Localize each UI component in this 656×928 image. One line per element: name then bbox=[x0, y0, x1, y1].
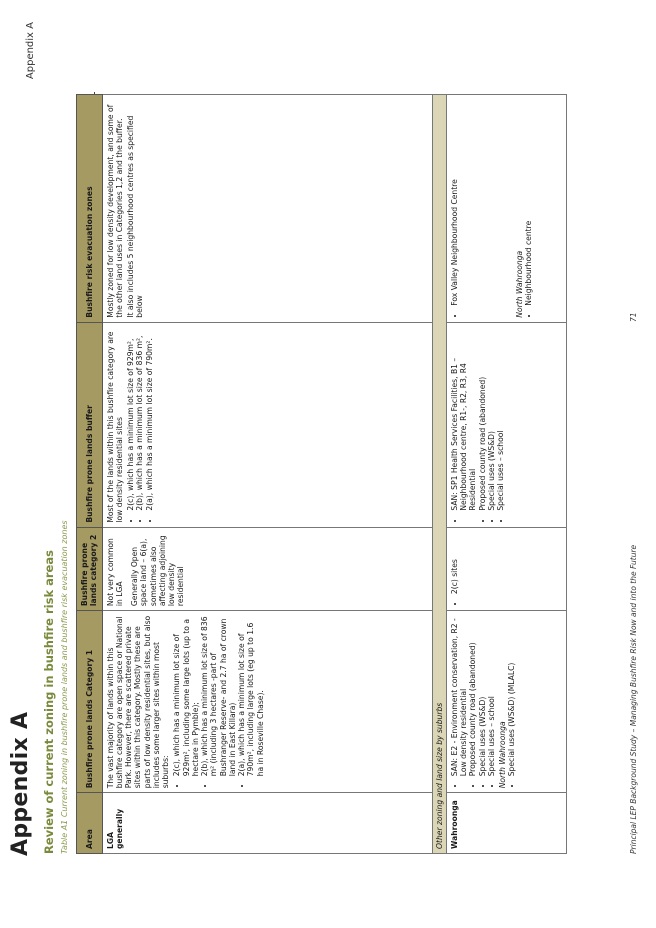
list-item: • Special uses (WS&D) (MLALC) bbox=[507, 615, 516, 776]
list-item: • Special uses (WS&D) bbox=[487, 327, 496, 511]
buffer-cell bbox=[102, 322, 432, 527]
area-cell: LGA generally bbox=[102, 793, 432, 854]
list-item: • 2(b), which has a minimum lot size of 836 m², bbox=[135, 327, 144, 511]
category-1-cell bbox=[446, 611, 566, 793]
footer-text: Principal LEP Background Study – Managing Bushfire Risk Now and into the Future bbox=[629, 544, 638, 854]
zoning-table bbox=[76, 94, 567, 854]
list-item: • 2(c), which has a minimum lot size of 929m², including some large lots (up to a hectare in Pymble); bbox=[172, 615, 200, 776]
list-item: • 2(c) sites bbox=[450, 532, 459, 594]
category-1-intro: The vast majority of lands within this bushfire category are open space or National Park. However, there are scattered private sites within this category. Mostly these are parts of low density residential sites, but also includes some larger sites within most suburbs: bbox=[105, 615, 170, 789]
running-header: Appendix A bbox=[24, 22, 36, 80]
buffer-list bbox=[450, 327, 506, 523]
section-subtitle: Review of current zoning in bushfire risk areas bbox=[42, 550, 56, 854]
evacuation-text: Mostly zoned for low density development, and some of the other land uses in Categories 1,2 and the buffer. bbox=[105, 104, 124, 318]
page-number: 71 bbox=[629, 312, 638, 322]
list-item: • Proposed county road (abandoned) bbox=[468, 615, 477, 776]
page-title: Appendix A bbox=[8, 711, 33, 856]
suburb-subheading: North Wahroonga bbox=[515, 250, 524, 318]
section-row bbox=[432, 95, 446, 854]
list-item: • Proposed county road (abandoned) bbox=[478, 327, 487, 511]
area-cell: Wahroonga bbox=[446, 793, 566, 854]
evacuation-cell bbox=[446, 95, 566, 323]
table-caption: Table A1 Current zoning in bushfire prone lands and bushfire risk evacuation zones bbox=[60, 520, 69, 854]
category-2-text: Generally Open space land – 6(a), sometimes also affecting adjoining low density residential bbox=[130, 535, 186, 607]
table-row bbox=[102, 95, 432, 854]
category-2-cell bbox=[102, 527, 432, 610]
category-2-list bbox=[450, 532, 459, 606]
col-category-2: Bushfire prone lands category 2 bbox=[77, 527, 103, 610]
category-1-list bbox=[450, 615, 496, 788]
list-item: • Special uses – school bbox=[496, 327, 505, 511]
category-2-cell bbox=[446, 527, 566, 610]
buffer-cell bbox=[446, 322, 566, 527]
list-item: • 2(b), which has a minimum lot size of 836 m² (including 3 hectares -part of Bushranger Reserve- and 2.7 ha of crown land in East Killara) bbox=[200, 615, 237, 776]
evacuation-list bbox=[450, 99, 459, 318]
list-item: • 2(a), which has a minimum lot size of 790m². bbox=[145, 327, 154, 511]
buffer-list bbox=[126, 327, 154, 523]
suburb-subheading: North Wahroonga bbox=[498, 721, 507, 789]
list-item: • SAN: SP1 Health Services Facilities, B1 – Neighbourhood centre, R1-, R2, R3, R4 Residential bbox=[450, 327, 478, 511]
section-label: Other zoning and land size by suburbs bbox=[432, 95, 446, 854]
category-1-sub-list bbox=[507, 615, 516, 788]
col-category-1: Bushfire prone lands Category 1 bbox=[77, 611, 103, 793]
buffer-intro: Most of the lands within this bushfire category are low density residential sites bbox=[105, 331, 124, 523]
evacuation-sub-list bbox=[524, 99, 533, 318]
evacuation-text: It also includes 5 neighbourhood centres as specified below bbox=[126, 115, 145, 318]
list-item: • 2(a), which has a minimum lot size of 790m², including large lots (eg up to 1.6 ha in Roseville Chase). bbox=[237, 615, 265, 776]
category-1-cell bbox=[102, 611, 432, 793]
list-item: • Special uses – school bbox=[487, 615, 496, 776]
evacuation-cell bbox=[102, 95, 432, 323]
list-item: • SAN: E2 - Environment conservation, R2 - Low density residential bbox=[450, 615, 469, 776]
table-row bbox=[446, 95, 566, 854]
list-item: • Neighbourhood centre bbox=[524, 99, 533, 306]
category-2-text: Not very common in LGA bbox=[105, 538, 124, 607]
category-1-list bbox=[172, 615, 265, 788]
col-buffer: Bushfire prone lands buffer bbox=[77, 322, 103, 527]
list-item: • Fox Valley Neighbourhood Centre bbox=[450, 99, 459, 306]
col-evacuation: Bushfire risk evacuation zones bbox=[77, 95, 103, 323]
list-item: • Special uses (WS&D) bbox=[478, 615, 487, 776]
table-header-row bbox=[77, 95, 103, 854]
list-item: • 2(c), which has a minimum lot size of 929m², bbox=[126, 327, 135, 511]
col-area: Area bbox=[77, 793, 103, 854]
